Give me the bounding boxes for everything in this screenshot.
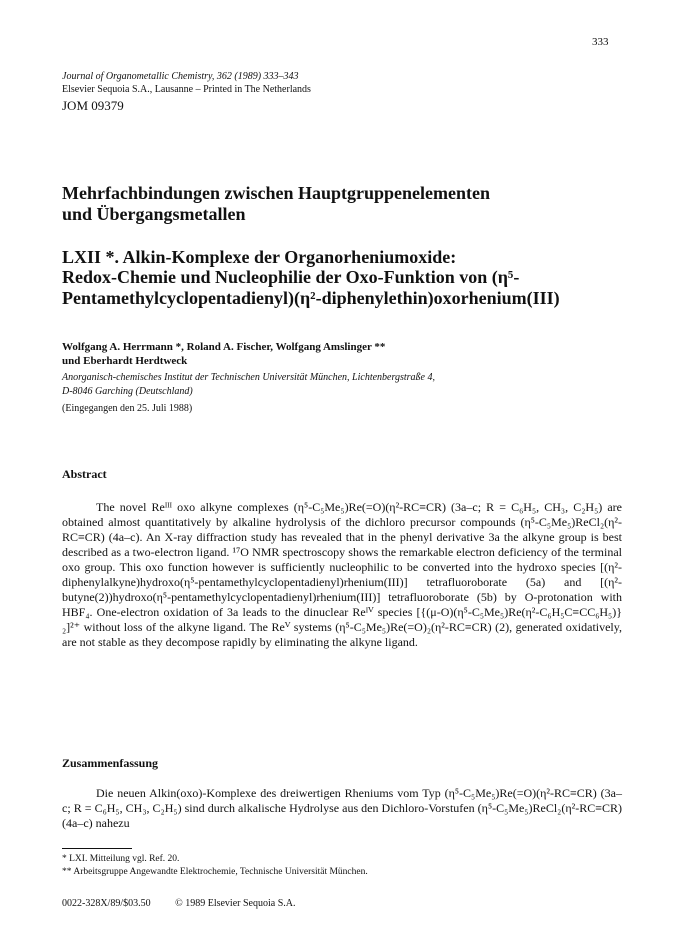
- institution-line2: D-8046 Garching (Deutschland): [62, 386, 193, 397]
- abstract-text: The novel Reᴵᴵᴵ oxo alkyne complexes (η⁵-C₅Me₅)Re(=O)(η²-RC≡CR) (3a–c; R = C₆H₅, CH₃, C₂H₅) are obtained almost quantitatively by alkaline hydrolysis of the dichloro precursor compounds (η⁵-C₅Me₅)ReCl₂(η²-RC≡CR) (4a–c). An X-ray diffraction study has revealed that in the phenyl derivative 3a the alkyne group is best described as a two-electron ligand. ¹⁷O NMR spectroscopy shows the remarkable electron deficiency of the terminal oxo group. This oxo function however is sufficiently nucleophilic to be converted into the hydroxo species [(η²-diphenylalkyne)hydroxo(η⁵-pentamethylcyclopentadienyl)rhenium(III)] tetrafluoroborate (5a) and [(η²-butyne(2))hydroxo(η⁵-pentamethylcyclopentadienyl)rhenium(III)] tetrafluoroborate (5b) by O-protonation with HBF₄. One-electron oxidation of 3a leads to the dinuclear Reᴵⱽ species [{(μ-O)(η⁵-C₅Me₅)Re(η²-C₆H₅C≡CC₆H₅)}₂]²⁺ without loss of the alkyne ligand. The Reⱽ systems (η⁵-C₅Me₅)Re(=O)₂(η²-RC≡CR) (2), generated oxidatively, are not stable as they decompose rapidly by eliminating the alkyne ligand.: [62, 500, 622, 649]
- abstract-heading: Abstract: [62, 467, 107, 481]
- main-title-line3: Pentamethylcyclopentadienyl)(η²-diphenylethin)oxorhenium(III): [62, 288, 560, 308]
- bottom-line: [62, 898, 295, 909]
- footnote-2: ** Arbeitsgruppe Angewandte Elektrochemie, Technische Universität München.: [62, 867, 368, 877]
- footnote-1: * LXI. Mitteilung vgl. Ref. 20.: [62, 854, 180, 864]
- main-title-line2: Redox-Chemie und Nucleophilie der Oxo-Funktion von (η⁵-: [62, 267, 520, 287]
- series-title-line1: Mehrfachbindungen zwischen Hauptgruppenelementen: [62, 183, 491, 203]
- zusammenfassung-text: Die neuen Alkin(oxo)-Komplexe des dreiwertigen Rheniums vom Typ (η⁵-C₅Me₅)Re(=O)(η²-RC≡CR) (3a–c; R = C₆H₅, CH₃, C₂H₅) sind durch alkalische Hydrolyse aus den Dichloro-Vorstufen (η⁵-C₅Me₅)ReCl₂(η²-RC≡CR) (4a–c) nahezu: [62, 786, 622, 830]
- issn-code: 0022-328X/89/$03.50: [62, 898, 151, 909]
- author-block: [62, 340, 435, 416]
- publisher-line: Elsevier Sequoia S.A., Lausanne – Printed in The Netherlands: [62, 84, 311, 95]
- authors-line1: Wolfgang A. Herrmann *, Roland A. Fischer, Wolfgang Amslinger **: [62, 341, 386, 353]
- footnote-rule: [62, 848, 132, 849]
- footnotes: [62, 853, 368, 879]
- zusammenfassung-heading: Zusammenfassung: [62, 756, 159, 770]
- institution-line1: Anorganisch-chemisches Institut der Technischen Universität München, Lichtenbergstraße 4,: [62, 372, 435, 383]
- article-title: [62, 183, 622, 309]
- journal-header: [62, 70, 311, 112]
- authors-line2: und Eberhardt Herdtweck: [62, 355, 188, 367]
- series-title-line2: und Übergangsmetallen: [62, 204, 246, 224]
- main-title-line1: LXII *. Alkin-Komplexe der Organorheniumoxide:: [62, 247, 457, 267]
- page-number: 333: [592, 36, 609, 48]
- journal-line: Journal of Organometallic Chemistry, 362 (1989) 333–343: [62, 71, 299, 82]
- jom-id: JOM 09379: [62, 98, 124, 113]
- copyright: © 1989 Elsevier Sequoia S.A.: [175, 898, 296, 909]
- received-date: (Eingegangen den 25. Juli 1988): [62, 403, 193, 414]
